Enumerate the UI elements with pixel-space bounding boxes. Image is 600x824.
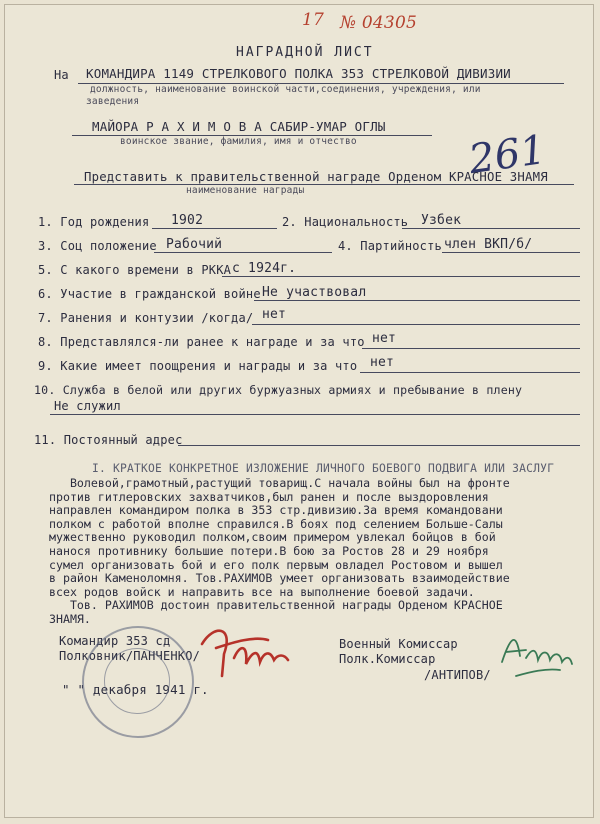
commander-name: Полковник/ПАНЧЕНКО/ (59, 649, 201, 663)
award-rule (74, 184, 574, 185)
q1-label: 1. Год рождения (38, 215, 150, 229)
q6-rule (254, 300, 580, 301)
position-caption-2: заведения (86, 96, 140, 107)
page-title: НАГРАДНОЙ ЛИСТ (236, 45, 374, 60)
q3-label: 3. Соц положение (38, 239, 157, 253)
q3-rule (154, 252, 332, 253)
commissar-title: Военный Комиссар (339, 637, 458, 651)
award-sheet (4, 4, 594, 818)
q5-rule (222, 276, 580, 277)
q4-label: 4. Партийность (338, 239, 442, 253)
name-value: МАЙОРА Р А Х И М О В А САБИР-УМАР ОГЛЫ (92, 119, 386, 134)
q8-value: нет (372, 331, 397, 346)
q11-label: 11. Постоянный адрес (34, 433, 183, 447)
q4-value: член ВКП/б/ (444, 237, 533, 252)
q7-rule (252, 324, 580, 325)
award-caption: наименование награды (186, 185, 305, 196)
name-caption: воинское звание, фамилия, имя и отчество (120, 136, 357, 147)
archive-number: № 04305 (340, 13, 417, 33)
q8-label: 8. Представлялся-ли ранее к награде и за что (38, 335, 365, 349)
q7-label: 7. Ранения и контузии /когда/ (38, 311, 254, 325)
q2-label: 2. Национальность (282, 215, 409, 229)
q10-value: Не служил (54, 399, 121, 413)
q5-label: 5. С какого времени в РККА (38, 263, 232, 277)
q2-value: Узбек (421, 213, 462, 228)
commander-signature (194, 614, 294, 684)
q9-label: 9. Какие имеет поощрения и награды и за что (38, 359, 358, 373)
q7-value: нет (262, 307, 287, 322)
q4-rule (442, 252, 580, 253)
official-stamp (82, 626, 194, 738)
commissar-name: /АНТИПОВ/ (424, 668, 491, 682)
q11-rule (178, 445, 580, 446)
q8-rule (362, 348, 580, 349)
commissar-signature (496, 626, 576, 686)
q10-label: 10. Служба в белой или других буржуазных армиях и пребывание в плену (34, 383, 523, 397)
position-caption: должность, наименование воинской части,соединения, учреждения, или (90, 84, 481, 95)
section-heading: I. КРАТКОЕ КОНКРЕТНОЕ ИЗЛОЖЕНИЕ ЛИЧНОГО БОЕВОГО ПОДВИГА ИЛИ ЗАСЛУГ (92, 462, 555, 475)
q2-rule (402, 228, 580, 229)
q6-value: Не участвовал (262, 285, 367, 300)
handwritten-code: 261 (466, 126, 549, 184)
position-value: КОМАНДИРА 1149 СТРЕЛКОВОГО ПОЛКА 353 СТРЕЛКОВОЙ ДИВИЗИИ (86, 66, 511, 81)
handwritten-number: 17 (302, 10, 325, 30)
q3-value: Рабочий (166, 237, 223, 252)
q1-value: 1902 (171, 213, 204, 228)
q10-rule (50, 414, 580, 415)
na-label: На (54, 68, 69, 82)
q9-value: нет (370, 355, 395, 370)
award-line: Представить к правительственной награде Орденом КРАСНОЕ ЗНАМЯ (84, 170, 548, 184)
narrative-text: Волевой,грамотный,растущий товарищ.С начала войны был на фронте против гитлеровских захватчиков,был ранен и после выздоровления направлен командиром полка в 353 стр.дивизию.За время командовани полком с работой вполне справился.В боях под селением Больше-Салы мужественно руководил полком,своим примером увлекал бойцов в бой нанося противнику большие потери.В бою за Ростов 28 и 29 ноября сумел организовать бой и его полк первым овладел Ростовом и вышел в район Каменоломня. Тов.РАХИМОВ умеет организовать взаимодействие всех родов войск и направить все на выполнение боевой задачи. Тов. РАХИМОВ достоин правительственной награды Орденом КРАСНОЕ ЗНАМЯ. (49, 476, 510, 626)
q1-rule (152, 228, 277, 229)
q6-label: 6. Участие в гражданской войне (38, 287, 261, 301)
commissar-rank: Полк.Комиссар (339, 652, 436, 666)
q9-rule (360, 372, 580, 373)
document-date: " " декабря 1941 г. (62, 682, 209, 697)
commander-title: Командир 353 сд (59, 634, 171, 648)
q5-value: с 1924г. (232, 261, 297, 276)
